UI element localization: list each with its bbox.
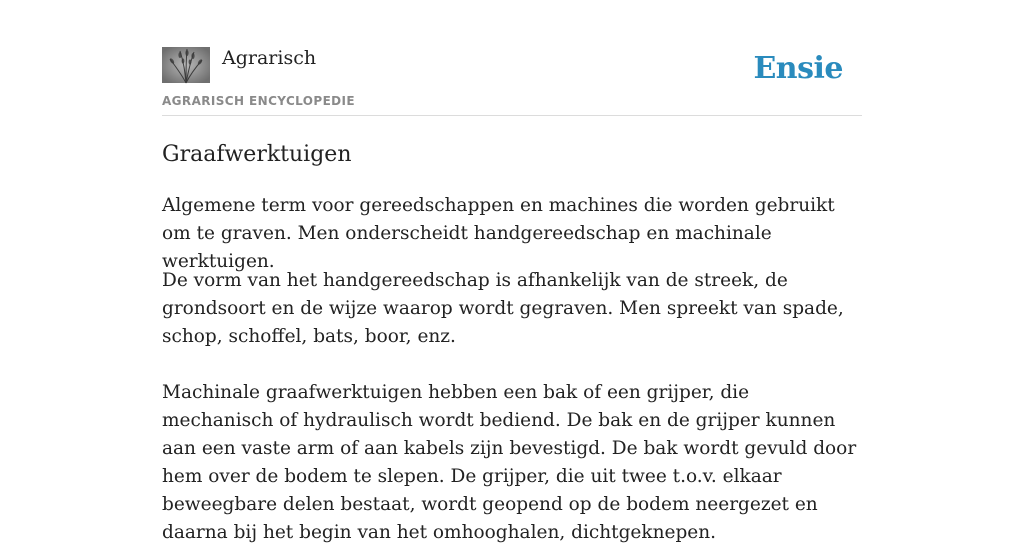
site-header <box>162 0 862 116</box>
site-name[interactable]: Agrarisch <box>222 47 317 69</box>
article-paragraph: Machinale graafwerktuigen hebben een bak of een grijper, die mechanisch of hydraulisch wordt bediend. De bak en de grijper kunnen aan een vaste arm of aan kabels zijn bevestigd. De bak wordt gevuld door hem over de bodem te slepen. De grijper, die uit twee t.o.v. elkaar beweegbare delen bestaat, wordt geopend op de bodem neergezet en daarna bij het begin van het omhooghalen, dichtgeknepen. <box>162 382 857 543</box>
logo-image <box>162 47 210 83</box>
page-container <box>162 0 862 543</box>
article-title: Graafwerktuigen <box>162 142 352 167</box>
article-paragraph: Algemene term voor gereedschappen en machines die worden gebruikt om te graven. Men onderscheidt handgereedschap en machinale werktuigen. <box>162 195 835 272</box>
brand-logo-link[interactable]: Ensie <box>753 51 843 86</box>
site-subtitle: AGRARISCH ENCYCLOPEDIE <box>162 94 355 108</box>
article-paragraph: De vorm van het handgereedschap is afhankelijk van de streek, de grondsoort en de wijze waarop wordt gegraven. Men spreekt van spade, schop, schoffel, bats, boor, enz. <box>162 270 844 347</box>
wheat-ears-icon[interactable] <box>162 47 210 83</box>
